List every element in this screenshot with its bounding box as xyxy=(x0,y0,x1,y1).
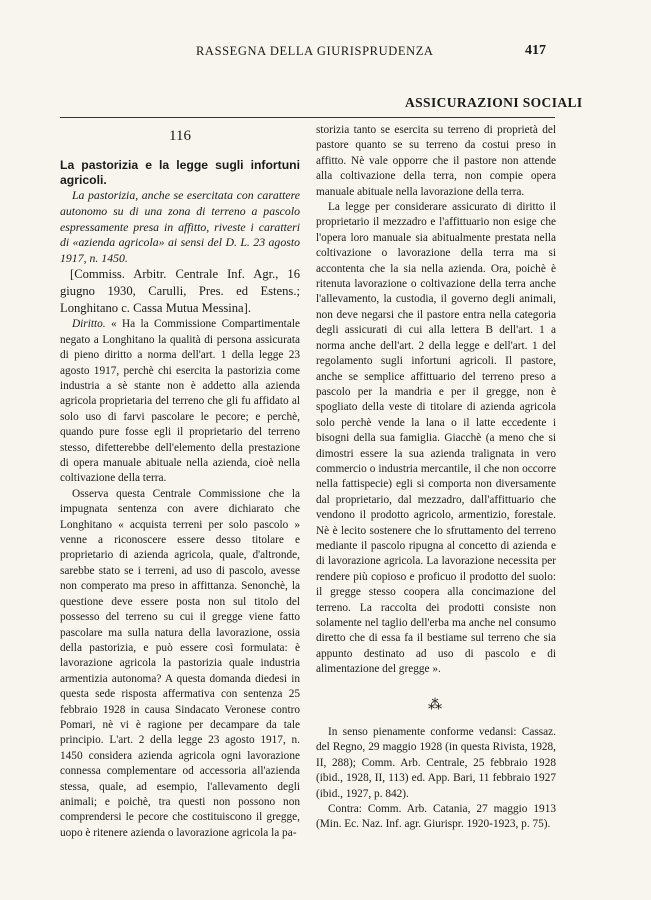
paragraph-diritto xyxy=(60,317,300,486)
notes xyxy=(316,725,556,833)
right-column xyxy=(316,123,556,833)
page-number: 417 xyxy=(525,43,546,58)
case-number: 116 xyxy=(169,128,191,144)
left-column xyxy=(60,123,300,841)
note-contra: Contra: Comm. Arb. Catania, 27 maggio 1913 (Min. Ec. Naz. Inf. agr. Giurispr. 1920-1923, p. 75). xyxy=(316,803,556,831)
paragraph-continued: storizia tanto se esercita su terreno di proprietà del pastore quanto se su terreno da costui preso in affitto. Nè vale opporre che il pastore non attende alla coltivazione della terra, non compie opera manuale abituale nella lavorazione della terra. xyxy=(316,124,556,198)
note-conforme: In senso pienamente conforme vedansi: Cassaz. del Regno, 29 maggio 1928 (in questa Rivista, 1928, II, 288); Comm. Arb. Centrale, 25 febbraio 1928 (ibid., 1928, II, 113) ed. App. Bari, 11 febbraio 1927 (ibid., 1927, p. 842). xyxy=(316,726,556,800)
running-head: RASSEGNA DELLA GIURISPRUDENZA xyxy=(196,44,434,58)
header-rule xyxy=(60,117,555,118)
asterism-divider: ⁂ xyxy=(428,697,444,713)
case-citation: [Commiss. Arbitr. Centrale Inf. Agr., 16 giugno 1930, Carulli, Pres. ed Estens.; Longhitano c. Cassa Mutua Messina]. xyxy=(60,267,300,316)
case-title: La pastorizia e la legge sugli infortuni agricoli. xyxy=(60,158,300,188)
paragraph: La legge per considerare assicurato di diritto il proprietario il mezzadro e l'affittuario non esige che l'opera loro manuale sia abitualmente prestata nella coltivazione o lavorazione della terra ma si accontenta che la sia nella azienda. Ora, poichè è ritenuta lavorazione o coltivazione della terra anche l'allevamento, la custodia, il governo degli animali, non deve negarsi che il pastore entra nella categoria degli assicurati di cui alla lettera B dell'art. 1 a norma anche dell'art. 2 della legge e dell'art. 1 del regolamento sugli infortuni agricoli. Il pastore, anche se semplice affittuario del terreno preso a pascolo per la mandria e per il gregge, non è spogliato della veste di titolare di azienda agricola solo perchè vende la lana o il latte eccedente i bisogni della sua famiglia. Giacchè (a meno che si dimostri essere la sua azienda tralignata in vero commercio o industria mercantile, il che non occorre nella fattispecie) egli si comporta non diversamente dal proprietario, dal mezzadro, dall'affittuario che vendono il prodotto agricolo, armentizio, forestale. Nè è lecito sostenere che lo sfruttamento del terreno mediante il pascolo ripugna al concetto di azienda e di lavorazione agricola. La lavorazione necessita per rendere più copioso e proficuo il prodotto del suolo: il gregge stesso coopera alla concimazione del terreno. La raccolta dei prodotti consiste non solamente nel taglio dell'erba ma anche nel consumo diretto che di essa fa il bestiame sul terreno che sia appunto destinato ad uso di pascolo e di alimentazione del gregge ». xyxy=(316,201,556,676)
paragraph-text: « Ha la Commissione Compartimentale negato a Longhitano la qualità di persona assicurata di pieno diritto a norma dell'art. 1 della legge 23 agosto 1917, perchè chi esercita la pastorizia come industria a sè stante non è addetto alla azienda agricola proprietaria del terreno che gli fu affidato al solo uso di farvi pascolare le pecore; e perchè, quando pure fosse egli il proprietario del terreno stesso, difetterebbe dell'elemento della prestazione di opera manuale abituale nella azienda, cioè nella coltivazione della terra. xyxy=(60,318,300,485)
section-title: ASSICURAZIONI SOCIALI xyxy=(405,95,583,110)
case-maxim: La pastorizia, anche se esercitata con carattere autonomo su di una zona di terreno a pascolo espressamente presa in affitto, riveste i caratteri di «azienda agricola» ai sensi del D. L. 23 agosto 1917, n. 1450. xyxy=(60,188,300,265)
paragraph: Osserva questa Centrale Commissione che la impugnata sentenza con avere dichiarato che Longhitano « acquista terreni per solo pascolo » venne a riconoscere essere desso titolare e proprietario di azienda agricola, quale, d'altronde, sarebbe stato se i terreni, ad uso di pascolo, avesse non comperato ma preso in affittanza. Senonchè, la questione deve essere posta non sul titolo del possesso del terreno su cui il gregge viene fatto pascolare ma sulla natura della lavorazione, ossia della pastorizia, e può essere così formulata: è lavorazione agricola la pastorizia quale industria armentizia autonoma? A questa domanda diedesi in questa sede risposta affermativa con sentenza 25 febbraio 1928 in causa Sindacato Veronese contro Pomari, nè vi è ragione per decampare da tale principio. L'art. 2 della legge 23 agosto 1917, n. 1450 considera azienda agricola ogni lavorazione connessa complementare od accessoria all'azienda stessa, quale, ad esempio, l'allevamento degli animali; e poichè, tra questi non possono non comprendersi le pecore che costituiscono il gregge, uopo è ritenere azienda o lavorazione agricola la pa- xyxy=(60,487,300,839)
diritto-label: Diritto. xyxy=(72,318,106,331)
